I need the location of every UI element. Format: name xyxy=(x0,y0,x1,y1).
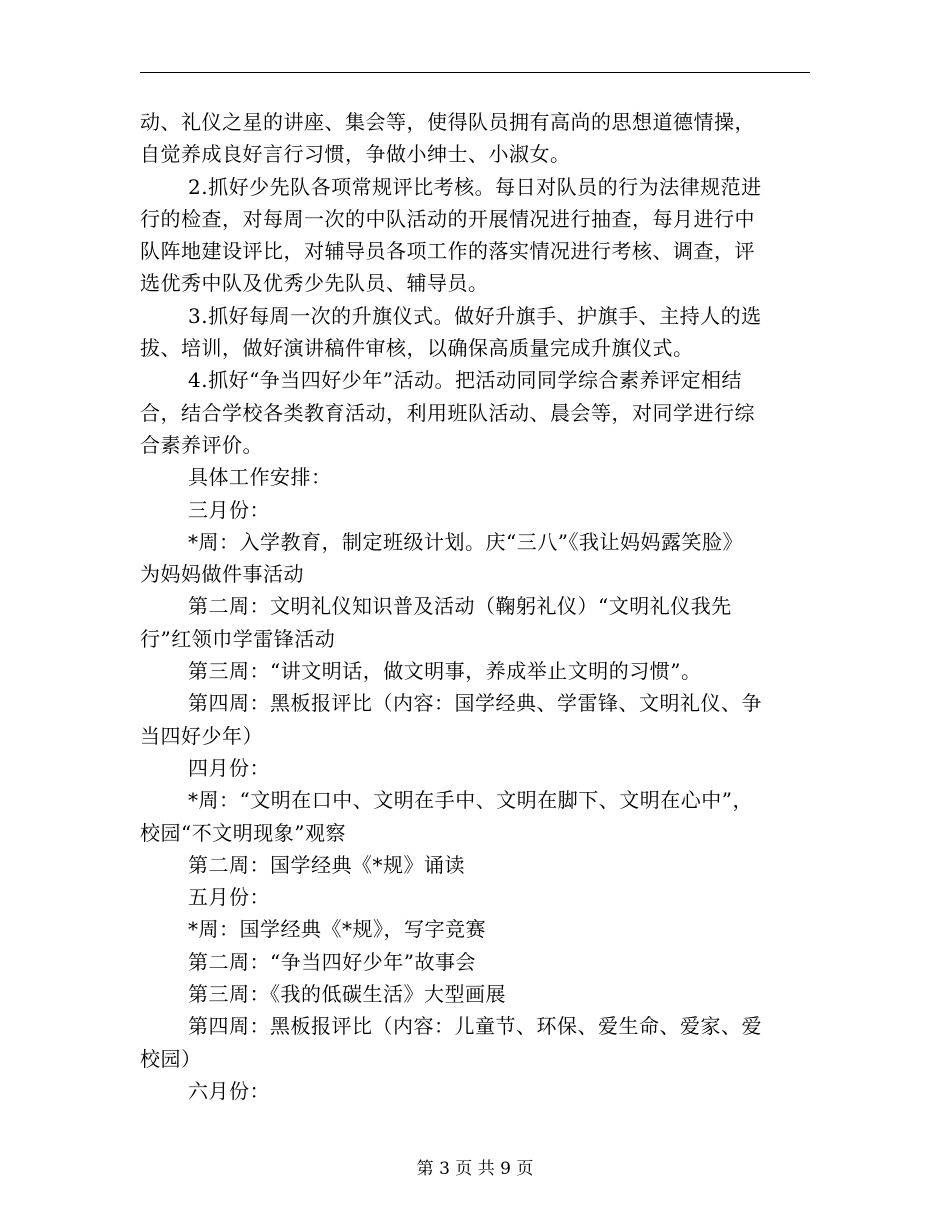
document-body xyxy=(140,106,812,1107)
text-line: 当四好少年） xyxy=(140,723,263,748)
text-line: 4.抓好“争当四好少年”活动。把活动同同学综合素养评定相结 xyxy=(188,368,743,393)
text-line: 行”红领巾学雷锋活动 xyxy=(140,626,336,651)
page-number-footer: 第 3 页 共 9 页 xyxy=(416,1159,534,1179)
text-line: 四月份： xyxy=(188,755,270,780)
text-line: 合，结合学校各类教育活动，利用班队活动、晨会等，对同学进行综 xyxy=(140,400,755,425)
text-line: 五月份： xyxy=(188,885,270,910)
header-rule xyxy=(140,72,810,73)
text-line: *周：国学经典《*规》，写字竞赛 xyxy=(188,917,486,942)
text-line: 第二周：“争当四好少年”故事会 xyxy=(188,949,476,974)
text-line: 动、礼仪之星的讲座、集会等，使得队员拥有高尚的思想道德情操， xyxy=(140,110,755,134)
text-line: 队阵地建设评比，对辅导员各项工作的落实情况进行考核、调查，评 xyxy=(140,239,755,264)
text-line: 第二周：国学经典《*规》诵读 xyxy=(188,852,465,877)
text-line: 3.抓好每周一次的升旗仪式。做好升旗手、护旗手、主持人的选 xyxy=(188,303,762,328)
text-line: 2.抓好少先队各项常规评比考核。每日对队员的行为法律规范进 xyxy=(188,174,762,199)
text-line: 第四周：黑板报评比（内容：国学经典、学雷锋、文明礼仪、争 xyxy=(188,691,762,716)
text-line: 选优秀中队及优秀少先队员、辅导员。 xyxy=(140,271,489,296)
text-line: 校园） xyxy=(140,1046,202,1071)
text-line: 第二周：文明礼仪知识普及活动（鞠躬礼仪）“文明礼仪我先 xyxy=(188,594,732,619)
text-line: 三月份： xyxy=(188,497,270,522)
text-line: 六月份： xyxy=(188,1078,270,1103)
text-line: 自觉养成良好言行习惯，争做小绅士、小淑女。 xyxy=(140,142,571,167)
text-line: 合素养评价。 xyxy=(140,432,263,457)
text-line: 第三周：《我的低碳生活》大型画展 xyxy=(188,982,506,1007)
text-line: 拔、培训，做好演讲稿件审核，以确保高质量完成升旗仪式。 xyxy=(140,336,694,361)
text-line: 具体工作安排： xyxy=(188,465,332,490)
text-line: 校园“不文明现象”观察 xyxy=(140,820,346,845)
text-line: 第四周：黑板报评比（内容：儿童节、环保、爱生命、爱家、爱 xyxy=(188,1014,762,1039)
text-line: *周：入学教育，制定班级计划。庆“三八”《我让妈妈露笑脸》 xyxy=(188,529,743,554)
text-line: 为妈妈做件事活动 xyxy=(140,562,304,587)
text-line: *周：“文明在口中、文明在手中、文明在脚下、文明在心中”， xyxy=(188,788,753,813)
text-line: 行的检查，对每周一次的中队活动的开展情况进行抽查，每月进行中 xyxy=(140,206,755,231)
text-line: 第三周：“讲文明话，做文明事，养成举止文明的习惯”。 xyxy=(188,659,702,684)
